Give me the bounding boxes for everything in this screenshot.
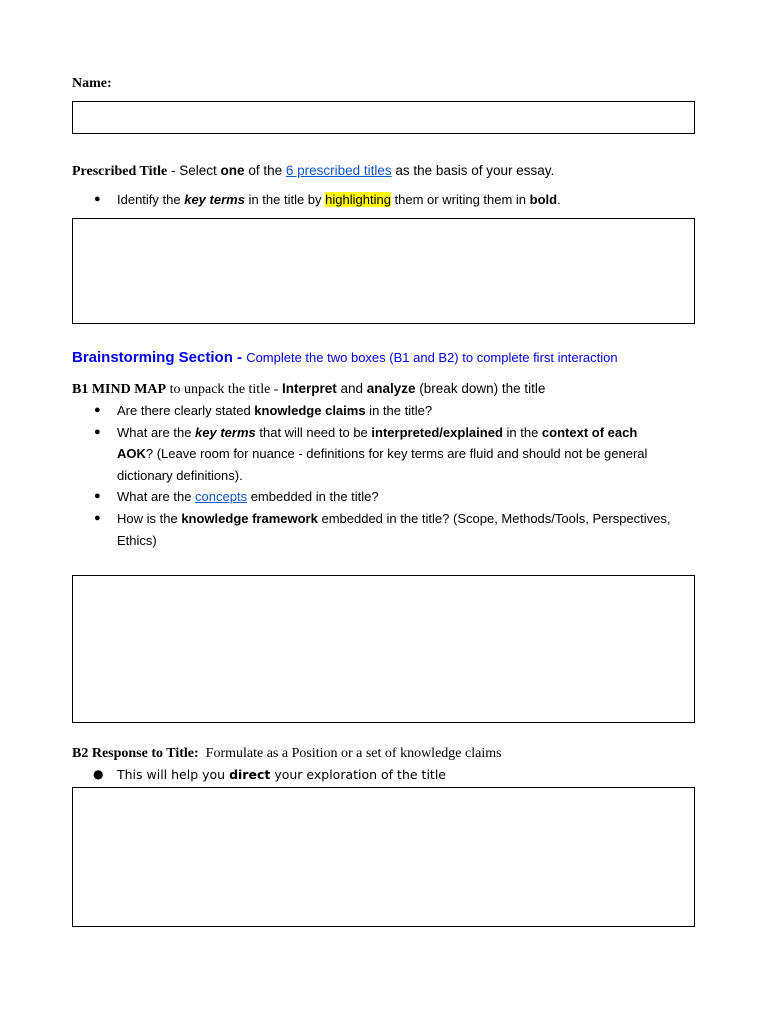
b2-title: B2 Response to Title: bbox=[72, 746, 199, 761]
bullet-text: them or writing them in bbox=[390, 192, 530, 207]
prescribed-title-line bbox=[72, 162, 554, 181]
b1-text-2: and bbox=[336, 381, 367, 396]
bullet-text: What are the bbox=[117, 424, 196, 440]
bullet-text: your exploration of the title bbox=[270, 767, 446, 782]
b1-analyze: analyze bbox=[366, 381, 416, 396]
b2-desc: Formulate as a Position or a set of knowledge claims bbox=[198, 746, 502, 761]
b1-title: B1 MIND MAP bbox=[72, 382, 167, 397]
highlighting-text: highlighting bbox=[325, 192, 391, 207]
list-item bbox=[72, 400, 672, 422]
bold-text: bold bbox=[529, 192, 558, 207]
prescribed-title-input-box[interactable] bbox=[72, 218, 695, 324]
interpreted-text: interpreted/explained bbox=[371, 424, 503, 440]
bullet-text: that will need to be bbox=[255, 424, 372, 440]
b2-bullets bbox=[72, 764, 692, 785]
bullet-text: How is the bbox=[117, 510, 182, 526]
bullet-dot-icon: ● bbox=[93, 767, 104, 781]
brainstorm-subtitle: Complete the two boxes (B1 and B2) to complete first interaction bbox=[246, 350, 618, 365]
bullet-dot-icon: ● bbox=[94, 490, 101, 503]
prescribed-text-1: - Select bbox=[167, 163, 221, 178]
name-input-box[interactable] bbox=[72, 101, 695, 134]
name-label: Name: bbox=[72, 76, 112, 91]
knowledge-framework-text: knowledge framework bbox=[181, 510, 318, 526]
prescribed-text-3: as the basis of your essay. bbox=[391, 163, 555, 178]
b1-text-1: to unpack the title - bbox=[166, 382, 282, 397]
bullet-text: This will help you bbox=[117, 767, 230, 782]
bullet-text: in the title by bbox=[244, 192, 326, 207]
b1-mind-map-box[interactable] bbox=[72, 575, 695, 723]
b1-bullets bbox=[72, 400, 672, 551]
bullet-dot-icon: ● bbox=[94, 511, 101, 524]
bullet-dot-icon: ● bbox=[94, 404, 101, 416]
bullet-dot-icon: ● bbox=[94, 425, 101, 438]
key-terms-text: key terms bbox=[184, 192, 245, 207]
list-item bbox=[72, 486, 672, 508]
b1-heading-line bbox=[72, 380, 545, 399]
bullet-text: embedded in the title? bbox=[247, 489, 379, 505]
bullet-dot-icon: ● bbox=[94, 193, 101, 205]
list-item bbox=[72, 508, 672, 551]
b1-interpret: Interpret bbox=[281, 381, 337, 396]
list-item bbox=[72, 422, 672, 487]
bullet-text: What are the bbox=[117, 489, 196, 505]
list-item bbox=[72, 189, 692, 211]
b1-text-3: (break down) the title bbox=[415, 381, 546, 396]
prescribed-title-label: Prescribed Title bbox=[72, 164, 168, 179]
bullet-text: embedded in the title? (Scope, Methods/Tools, Perspectives, Ethics) bbox=[117, 510, 671, 548]
b2-heading-line bbox=[72, 745, 502, 763]
bullet-text: ? (Leave room for nuance - definitions for key terms are fluid and should not be general dictionary definitions). bbox=[117, 446, 648, 483]
bullet-text: Are there clearly stated bbox=[117, 403, 255, 418]
direct-text: direct bbox=[229, 767, 271, 782]
concepts-link[interactable]: concepts bbox=[195, 489, 248, 505]
prescribed-bullets bbox=[72, 189, 692, 211]
bullet-text: . bbox=[557, 192, 561, 207]
bullet-text: Identify the bbox=[117, 192, 185, 207]
brainstorm-heading: Brainstorming Section - bbox=[72, 349, 247, 366]
context-aok-text: context of each AOK bbox=[117, 424, 638, 462]
bullet-text: in the title? bbox=[365, 403, 433, 418]
list-item bbox=[72, 764, 692, 785]
brainstorm-heading-line bbox=[72, 349, 618, 367]
knowledge-claims-text: knowledge claims bbox=[254, 403, 366, 418]
prescribed-one: one bbox=[220, 163, 245, 178]
b2-response-box[interactable] bbox=[72, 787, 695, 927]
prescribed-titles-link[interactable]: 6 prescribed titles bbox=[285, 163, 392, 178]
bullet-text: in the bbox=[502, 424, 542, 440]
prescribed-text-2: of the bbox=[244, 163, 286, 178]
key-terms-text: key terms bbox=[195, 424, 256, 440]
